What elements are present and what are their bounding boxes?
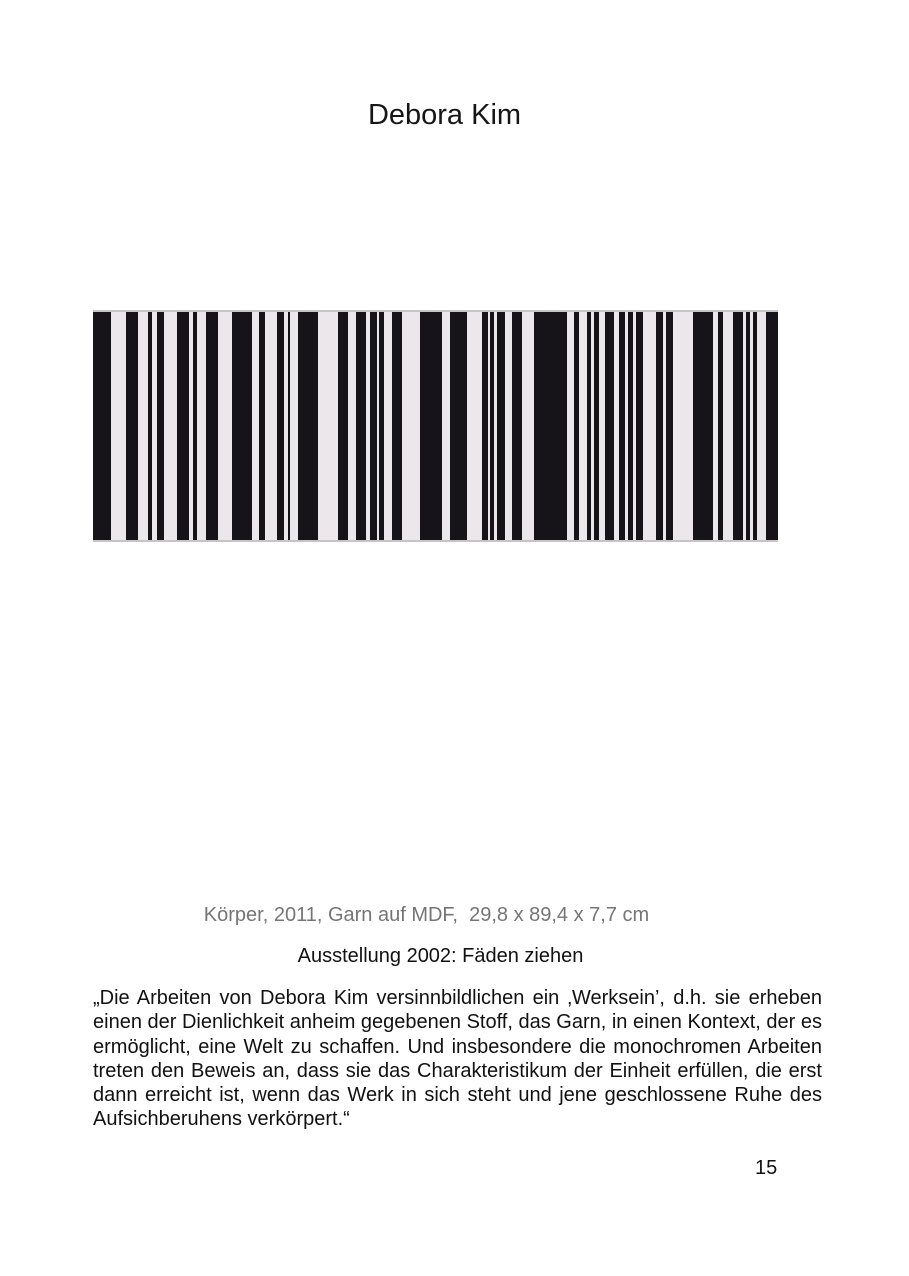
artwork-stripe (392, 312, 402, 540)
artwork-stripe (384, 312, 392, 540)
artwork-stripe (370, 312, 377, 540)
paragraph-line: dann erreicht ist, wenn das Werk in sich steht und jene geschlossene Ruhe des (93, 1084, 822, 1107)
artwork-stripe (318, 312, 338, 540)
artwork-stripe (656, 312, 663, 540)
page-title: Debora Kim (367, 99, 522, 131)
page-number: 15 (755, 1157, 778, 1179)
artwork-stripe (420, 312, 442, 540)
artwork-stripe (265, 312, 277, 540)
artwork-stripe (605, 312, 614, 540)
quote-paragraph (93, 986, 822, 1132)
artwork-stripe (218, 312, 232, 540)
artwork-stripe (126, 312, 138, 540)
artwork-stripe (505, 312, 512, 540)
artwork-stripe (252, 312, 259, 540)
artwork-stripe (766, 312, 778, 540)
paragraph-line: treten den Beweis an, dass sie das Charakteristikum der Einheit erfüllen, die erst (93, 1059, 822, 1082)
paragraph-line: „Die Arbeiten von Debora Kim versinnbildlichen ein ‚Werksein’, d.h. sie erheben (93, 987, 822, 1009)
artwork-stripe (512, 312, 522, 540)
artwork-stripe (467, 312, 482, 540)
artwork-stripe (442, 312, 450, 540)
artwork-stripe (666, 312, 673, 540)
artwork-stripe (338, 312, 348, 540)
artwork-image (93, 310, 778, 542)
artwork-stripe (157, 312, 164, 540)
artwork-stripe (277, 312, 284, 540)
paragraph-line: Aufsichberuhens verkörpert.“ (93, 1108, 350, 1131)
artwork-stripe (643, 312, 656, 540)
artwork-caption: Körper, 2011, Garn auf MDF, 29,8 x 89,4 x 7,7 cm (203, 904, 650, 926)
artwork-stripe (723, 312, 733, 540)
artwork-stripe (636, 312, 643, 540)
paragraph-line: einen der Dienlichkeit anheim gegebenen Stoff, das Garn, in einen Kontext, der es (93, 1011, 822, 1034)
artwork-stripe (402, 312, 420, 540)
paragraph-line: ermöglicht, eine Welt zu schaffen. Und insbesondere die monochromen Arbeiten (93, 1035, 822, 1058)
artwork-stripe (733, 312, 743, 540)
artwork-stripe (673, 312, 693, 540)
artwork-stripe (206, 312, 218, 540)
artwork-stripe (177, 312, 189, 540)
artwork-stripe (579, 312, 587, 540)
artwork-stripe (693, 312, 713, 540)
artwork-stripe (522, 312, 534, 540)
artwork-stripe (93, 312, 111, 540)
artwork-stripe (111, 312, 126, 540)
artwork-stripe (497, 312, 505, 540)
artwork-stripe (290, 312, 298, 540)
artwork-stripe (138, 312, 148, 540)
artwork-stripe (757, 312, 766, 540)
artwork-stripe (348, 312, 356, 540)
artwork-stripe (567, 312, 574, 540)
artwork-stripe (298, 312, 318, 540)
artwork-stripe (232, 312, 252, 540)
artwork-stripe (164, 312, 177, 540)
artwork-stripe (450, 312, 467, 540)
artwork-stripe (534, 312, 567, 540)
artwork-stripe (356, 312, 366, 540)
exhibition-caption: Ausstellung 2002: Fäden ziehen (297, 945, 584, 967)
artwork-stripe (197, 312, 206, 540)
